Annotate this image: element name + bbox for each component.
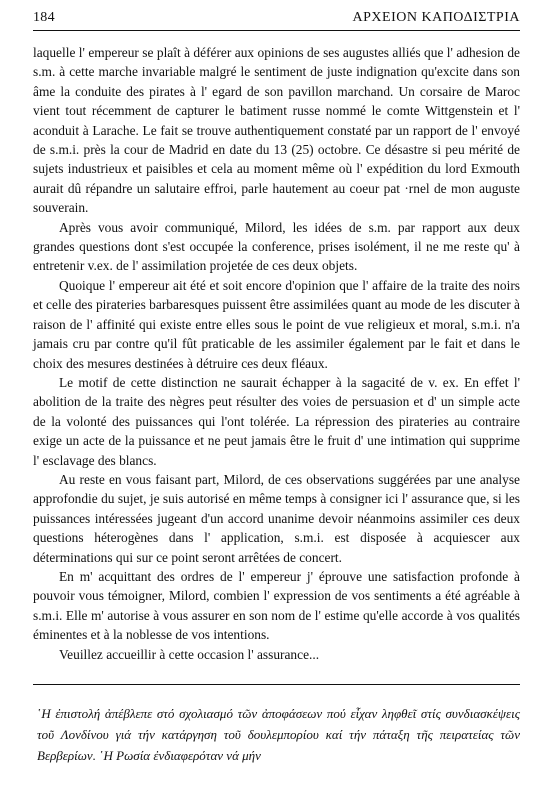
page-header	[33, 10, 520, 31]
paragraph: Quoique l' empereur ait été et soit encore d'opinion que l' affaire de la traite des noirs et celle des pirateries barbaresques puissent être assimilées quant au mode de les discuter à raison de l' affinité qui existe entre elles sous le point de vue religieux et moral, s.m.i. n'a jamais cru par contre qu'il fût praticable de les assimiler également par le fait et dans le choix des mesures destinées à détruire ces deux fléaux.	[33, 277, 520, 371]
paragraph: laquelle l' empereur se plaît à déférer aux opinions de ses augustes alliés que l' adhesion de s.m. à cette marche invariable malgré le sentiment de juste indignation qu'excite dans son âme la conduite des pirates à l' egard de son pavillon marchand. Un corsaire de Maroc vient tout récemment de capturer le batiment russe nommé le comte Wittgenstein et l' aconduit à Larache. Le fait se trouve authentiquement constaté par un rapport de l' envoyé de s.m.i. près la cour de Madrid en date du 13 (25) octobre. Ce désastre si peu mérité de sujets industrieux et paisibles et cela au moment même où l' expédition du lord Exmouth aurait dû répandre un salutaire effroi, parle hautement au coeur pat ·rnel de mon auguste souverain.	[33, 45, 520, 216]
paragraph: En m' acquittant des ordres de l' empereur j' éprouve une satisfaction profonde à pouvoir vous témoigner, Milord, combien l' expression de vos sentiments a été agréable à s.m.i. Elle m' autorise à vous assurer en son nom de l' estime qu'elle accorde à vos qualités éminentes et à la noblesse de vos intentions.	[33, 568, 520, 643]
running-title: ΑΡΧΕΙΟΝ ΚΑΠΟΔΙΣΤΡΙΑ	[352, 10, 520, 25]
letter-body	[33, 43, 520, 664]
paragraph: Veuillez accueillir à cette occasion l' assurance...	[59, 646, 320, 662]
paragraph: Le motif de cette distinction ne saurait échapper à la sagacité de v. ex. En effet l' abolition de la traite des nègres peut résulter des voies de persuasion et d' un simple acte de la volonté des puissances qui l'ont tolérée. La répression des pirateries au contraire exige un acte de la puissance et ne peut jamais être le fruit d' une intimation qui supprime l' esclavage des blancs.	[33, 374, 520, 468]
paragraph: Après vous avoir communiqué, Milord, les idées de s.m. par rapport aux deux grandes questions dont s'est occupée la conference, prises isolément, il ne me reste qu' à entretenir v.ex. de l' assimilation projetée de ces deux objets.	[33, 219, 520, 274]
footnote: ῾Η ἐπιστολή ἀπέβλεπε στό σχολιασμό τῶν ἀποφάσεων πού εἶχαν ληφθεῖ στίς συνδιασκέψεις τοῦ Λονδίνου γιά τήν κατάργηση τοῦ δουλεμπορίου καί τήν πάταξη τῆς πειρατείας τῶν Βερβερίων. ῾Η Ρωσία ἐνδιαφερόταν νά μήν	[37, 706, 520, 763]
footnote-divider	[33, 684, 520, 685]
paragraph: Au reste en vous faisant part, Milord, de ces observations suggérées par une analyse approfondie du sujet, je suis autorisé en même temps à consigner ici l' assurance que, si les puissances intéressées jugeant d'un accord unanime devoir néanmoins assimiler ces deux questions héterogènes dans l' application, s.m.i. est disposée à acquiescer aux déterminations qui sur ce point seront arrêtées de concert.	[33, 471, 520, 565]
page-number: 184	[33, 10, 55, 25]
